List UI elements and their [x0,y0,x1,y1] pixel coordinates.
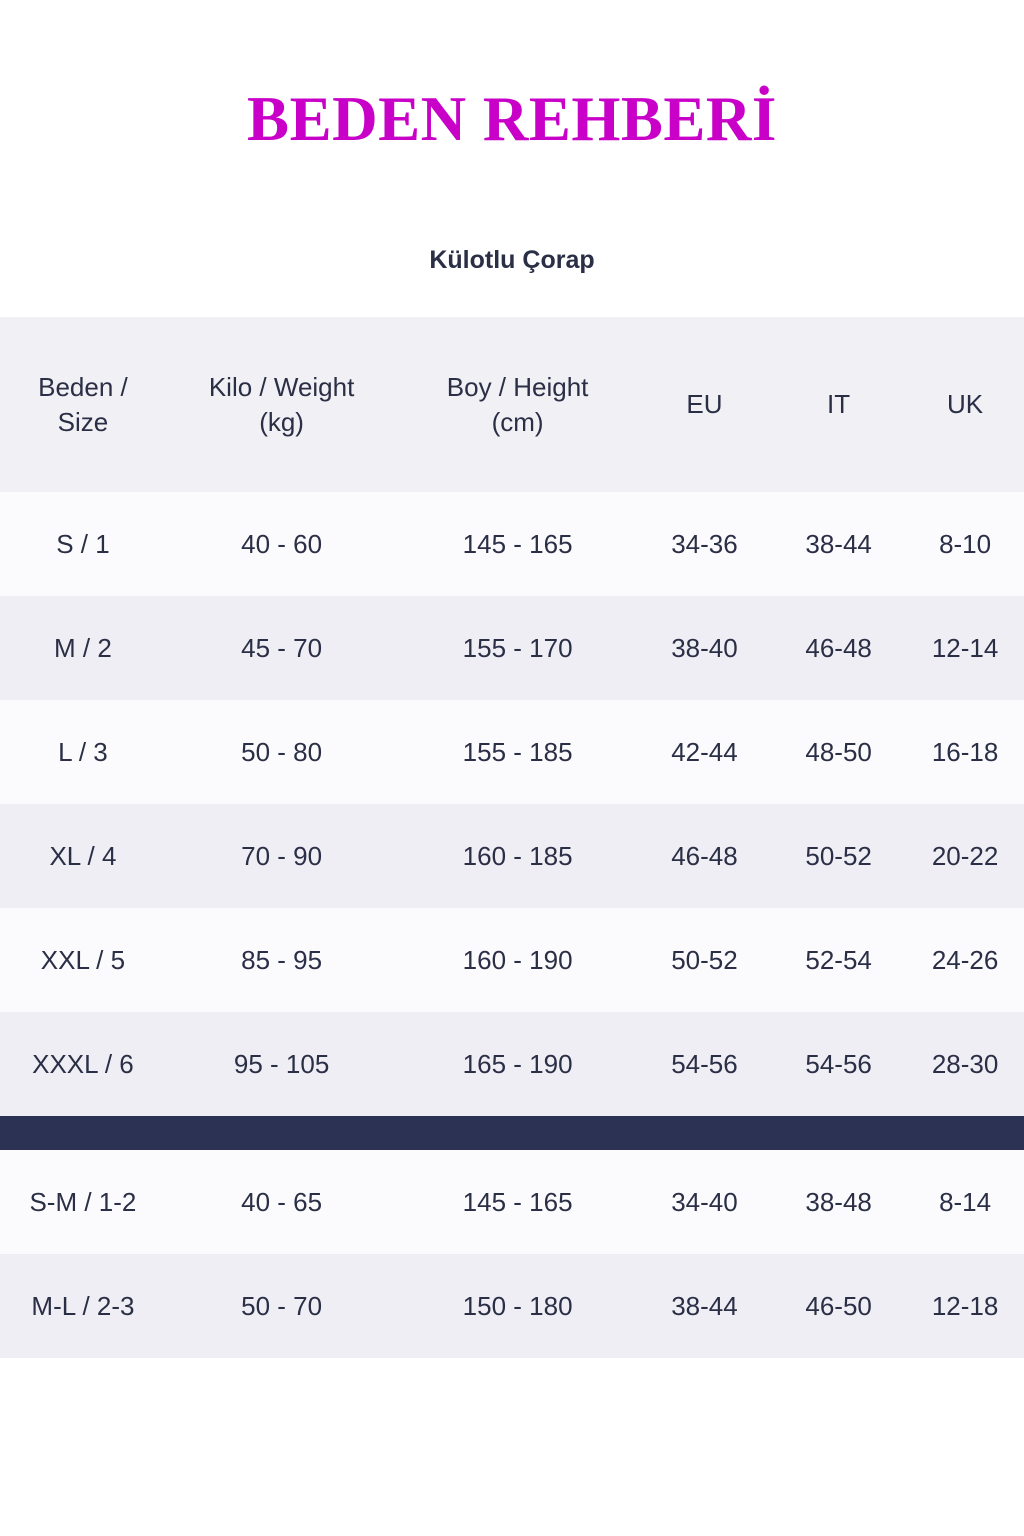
cell-weight: 95 - 105 [233,1048,330,1079]
cell-height: 160 - 190 [462,944,573,975]
cell-eu: 38-44 [671,1290,738,1321]
table-row [0,700,1024,804]
cell-it: 46-48 [805,632,872,663]
column-header-height-line1: Boy / Height [446,371,589,402]
cell-uk: 8-10 [939,528,992,559]
cell-size: S-M / 1-2 [29,1186,137,1217]
cell-size: S / 1 [56,528,110,559]
cell-weight: 50 - 70 [241,1290,323,1321]
table-row [0,804,1024,908]
section-divider-bar [0,1116,1024,1150]
cell-size: XXXL / 6 [32,1048,134,1079]
cell-size: XL / 4 [49,840,117,871]
table-row [0,1012,1024,1116]
table-row [0,492,1024,596]
column-header-eu-line1: EU [686,389,723,420]
cell-weight: 85 - 95 [241,944,323,975]
column-header-weight [166,317,397,492]
cell-it: 54-56 [805,1048,872,1079]
cell-it: 38-48 [805,1186,872,1217]
cell-height: 145 - 165 [462,528,573,559]
cell-uk: 12-18 [931,1290,999,1321]
table-row [0,1254,1024,1358]
section-divider [0,1116,1024,1150]
table-body [0,492,1024,1358]
cell-weight: 50 - 80 [241,736,323,767]
column-header-size-line1: Beden / [38,371,128,402]
size-table-container [0,317,1024,1358]
cell-weight: 40 - 65 [241,1186,323,1217]
cell-it: 48-50 [805,736,872,767]
table-row [0,908,1024,1012]
cell-eu: 38-40 [671,632,738,663]
cell-uk: 12-14 [931,632,999,663]
column-header-it [771,317,906,492]
cell-weight: 70 - 90 [241,840,323,871]
column-header-height [397,317,638,492]
cell-it: 50-52 [805,840,872,871]
cell-eu: 42-44 [671,736,738,767]
cell-uk: 20-22 [931,840,999,871]
cell-height: 155 - 170 [462,632,573,663]
cell-size: M-L / 2-3 [31,1290,135,1321]
cell-height: 160 - 185 [462,840,573,871]
page-title: BEDEN REHBERİ [247,84,777,154]
cell-size: L / 3 [58,736,108,767]
cell-it: 38-44 [805,528,872,559]
cell-height: 150 - 180 [462,1290,573,1321]
cell-uk: 16-18 [931,736,999,767]
cell-uk: 28-30 [931,1048,999,1079]
size-table [0,317,1024,1358]
column-header-weight-line1: Kilo / Weight [208,371,355,402]
cell-height: 145 - 165 [462,1186,573,1217]
cell-uk: 24-26 [931,944,999,975]
cell-eu: 54-56 [671,1048,738,1079]
cell-it: 52-54 [805,944,872,975]
cell-height: 155 - 185 [462,736,573,767]
table-row [0,1150,1024,1254]
cell-it: 46-50 [805,1290,872,1321]
cell-eu: 46-48 [671,840,738,871]
product-category-subtitle: Külotlu Çorap [429,246,595,274]
cell-weight: 40 - 60 [241,528,323,559]
column-header-uk [906,317,1024,492]
table-row [0,596,1024,700]
column-header-uk-line1: UK [947,389,984,420]
column-header-size-line2: Size [57,406,109,437]
cell-size: M / 2 [54,632,112,663]
column-header-height-line2: (cm) [491,406,544,437]
table-header-row [0,317,1024,492]
column-header-it-line1: IT [827,389,851,420]
cell-uk: 8-14 [939,1186,992,1217]
column-header-eu [638,317,771,492]
column-header-size [0,317,166,492]
cell-height: 165 - 190 [462,1048,573,1079]
column-header-weight-line2: (kg) [259,406,304,437]
cell-weight: 45 - 70 [241,632,323,663]
cell-eu: 34-36 [671,528,738,559]
cell-size: XXL / 5 [40,944,126,975]
cell-eu: 34-40 [671,1186,738,1217]
cell-eu: 50-52 [671,944,738,975]
table-header [0,317,1024,492]
